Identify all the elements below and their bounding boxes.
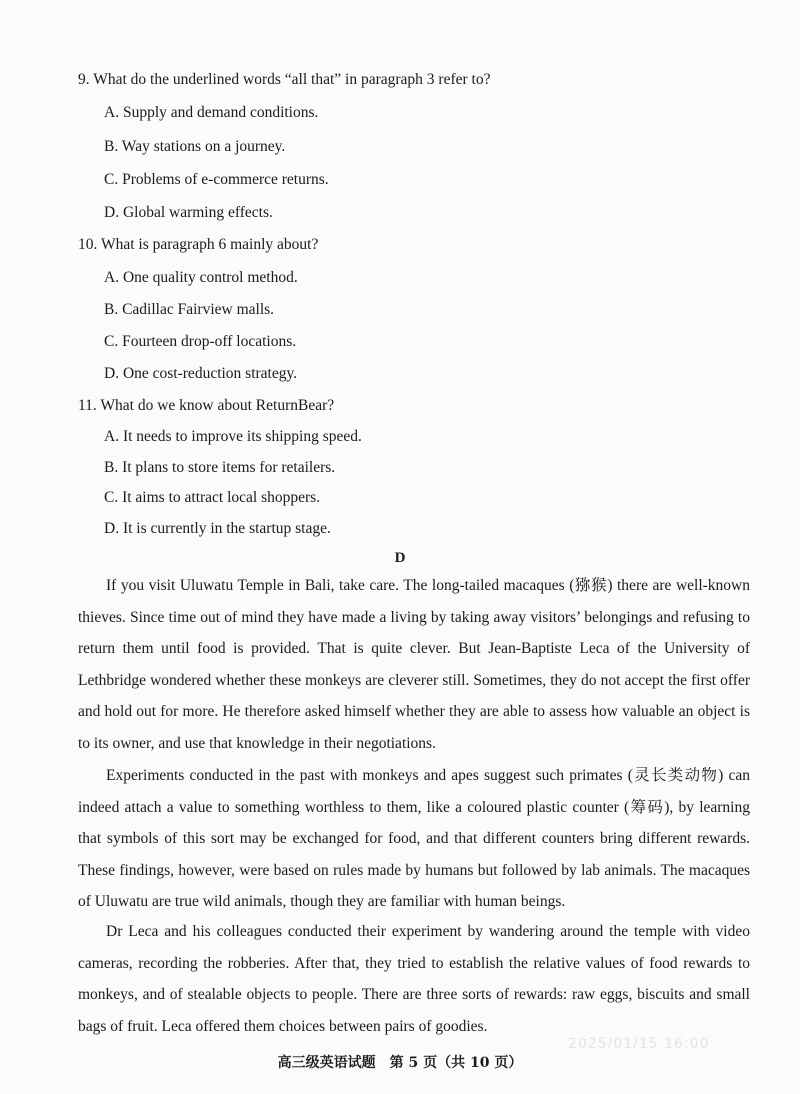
question-9-option-c: C. Problems of e-commerce returns. [104,171,329,188]
section-heading: D [394,550,406,566]
passage-paragraph-3: Dr Leca and his colleagues conducted their experiment by wandering around the temple with video cameras, recording the robberies. After that, they tried to establish the relative values of food rewards to monkeys, and of stealable objects to people. There are three sorts of rewards: raw eggs, biscuits and small bags of fruit. Leca offered them choices between pairs of goodies. [78,923,750,1035]
question-11-option-b: B. It plans to store items for retailers. [104,459,336,476]
question-11-option-a: A. It needs to improve its shipping speed. [104,428,362,445]
question-11-option-c: C. It aims to attract local shoppers. [104,489,321,506]
question-11-stem: 11. What do we know about ReturnBear? [78,397,335,414]
question-10-option-b: B. Cadillac Fairview malls. [104,301,275,318]
timestamp-watermark: 2025/01/15 16:00 [568,1036,710,1052]
question-9-option-b: B. Way stations on a journey. [104,138,286,155]
passage-paragraph-1: If you visit Uluwatu Temple in Bali, take care. The long-tailed macaques (猕猴) there are well-known thieves. Since time out of mind they have made a living by taking away visitors’ belongings and refusing to return them until food is provided. That is quite clever. But Jean-Baptiste Leca of the University of Lethbridge wondered whether these monkeys are cleverer still. Sometimes, they do not accept the first offer and hold out for more. He therefore asked himself whether they are able to assess how valuable an object is to its owner, and use that knowledge in their negotiations. [78,577,750,752]
page-footer: 高三级英语试题 第 5 页（共 10 页） [277,1055,523,1071]
question-9-option-d: D. Global warming effects. [104,204,273,221]
question-9-stem: 9. What do the underlined words “all that” in paragraph 3 refer to? [78,71,491,88]
passage-paragraph-2: Experiments conducted in the past with monkeys and apes suggest such primates (灵长类动物) can indeed attach a value to something worthless to them, like a coloured plastic counter (筹码), by learning that symbols of this sort may be exchanged for food, and that different counters bring different rewards. These findings, however, were based on rules made by humans but followed by lab animals. The macaques of Uluwatu are true wild animals, though they are familiar with human beings. [78,767,750,910]
question-10-stem: 10. What is paragraph 6 mainly about? [78,236,319,253]
question-10-option-a: A. One quality control method. [104,269,298,286]
question-10-option-c: C. Fourteen drop-off locations. [104,333,297,350]
question-9-option-a: A. Supply and demand conditions. [104,104,319,121]
question-11-option-d: D. It is currently in the startup stage. [104,520,331,537]
question-10-option-d: D. One cost-reduction strategy. [104,365,298,382]
